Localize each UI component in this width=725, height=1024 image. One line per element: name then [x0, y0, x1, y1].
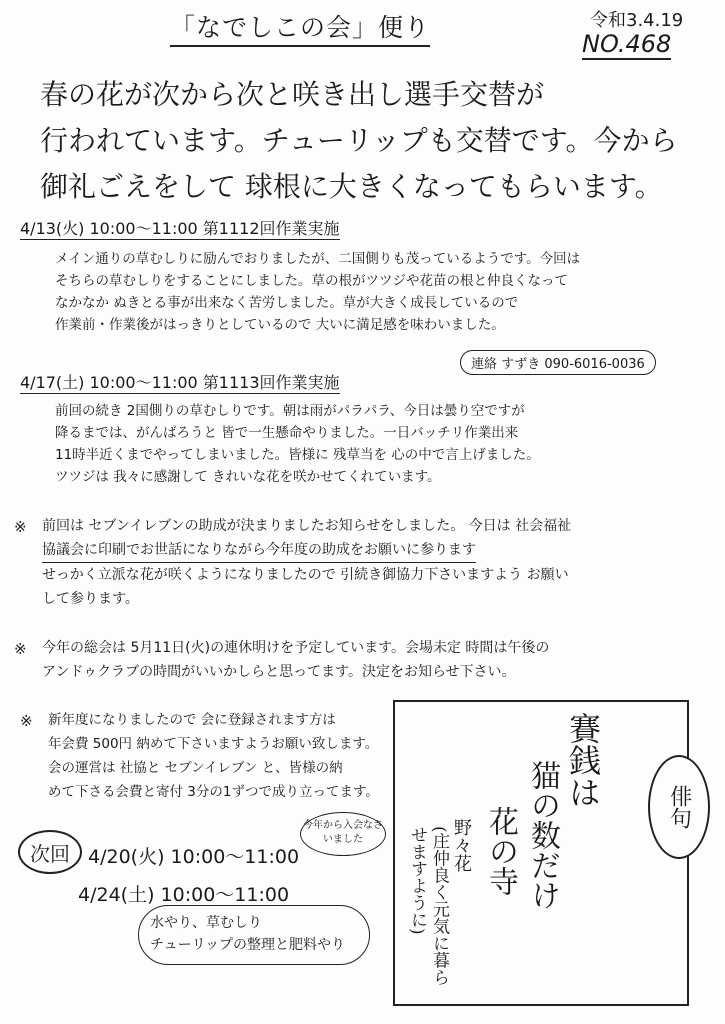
issue-number: NO.468: [582, 30, 672, 58]
note-2: [42, 636, 712, 684]
title-text: 「なでしこの会」便り: [170, 8, 430, 47]
lead-line: 御礼ごえをして 球根に大きくなってもらいます。: [40, 170, 663, 203]
note-line: 今年の総会は 5月11日(火)の連休明けを予定しています。会場未定 時間は午後の: [42, 640, 550, 656]
note-mark: ※: [20, 712, 33, 730]
body-line: 11時半近くまでやってしまいました。皆様に 残草当を 心の中で言上げました。: [55, 447, 540, 463]
section-2-body: [55, 400, 695, 488]
note-line: めて下さる会費と寄付 3分の1ずつで成り立ってます。: [48, 784, 379, 800]
note-line: 会の運営は 社協と セブンイレブン と、皆様の納: [48, 760, 343, 776]
section-1-body: [55, 248, 695, 336]
haiku-line: 賽銭は: [564, 712, 602, 808]
note-line: して参ります。: [42, 591, 139, 607]
body-line: 前回の続き 2国側りの草むしりです。朝は雨がパラパラ、今日は曇り空ですが: [55, 403, 525, 419]
section-heading: 4/17(土) 10:00～11:00 第1113回作業実施: [20, 373, 340, 392]
haiku-badge-text: 俳句: [666, 785, 692, 829]
section-heading: 4/13(火) 10:00～11:00 第1112回作業実施: [20, 219, 340, 238]
task-line: 水やり、草むしり: [150, 915, 262, 931]
contact-phone: 連絡 すずき 090-6016-0036: [460, 350, 656, 375]
note-3: [48, 708, 393, 804]
issue-date: 令和3.4.19: [590, 10, 684, 31]
section-2: [20, 370, 340, 393]
haiku-line: 花の寺: [483, 806, 518, 896]
schedule-line: 4/24(土) 10:00～11:00: [78, 884, 290, 906]
body-line: ツツジは 我々に感謝して きれいな花を咲かせてくれています。: [55, 469, 441, 485]
body-line: 作業前・作業後がはっきりとしているので 大いに満足感を味わいました。: [55, 317, 505, 333]
note-line: アンドゥクラブの時間がいいかしらと思ってます。決定をお知らせ下さい。: [42, 664, 516, 680]
note-line: 年会費 500円 納めて下さいますようお願い致します。: [48, 736, 379, 752]
body-line: 降るまでは、がんばろうと 皆で一生懸命やりました。一日バッチリ作業出来: [55, 425, 519, 441]
section-1: [20, 216, 340, 239]
body-line: なかなか ぬきとる事が出来なく苦労しました。草が大きく成長しているので: [55, 295, 519, 311]
lead-paragraph: [40, 72, 700, 210]
note-line: せっかく立派な花が咲くようになりましたので 引続き御協力下さいますよう お願い: [42, 567, 569, 583]
task-line: チューリップの整理と肥料やり: [150, 937, 346, 953]
body-line: メイン通りの草むしりに励んでおりましたが、二国側りも茂っているようです。今回は: [55, 251, 581, 267]
note-mark: ※: [14, 518, 27, 536]
note-1: [42, 514, 712, 611]
note-mark: ※: [14, 640, 27, 658]
haiku-badge: [648, 755, 710, 859]
haiku-author: 野々花: [451, 818, 472, 872]
schedule-line: 4/20(火) 10:00～11:00: [88, 846, 300, 868]
haiku-line: 猫の数だけ: [525, 760, 560, 910]
next-label: 次回: [18, 830, 82, 874]
body-line: そちらの草むしりをすることにしました。草の根がツツジや花苗の根と仲良くなって: [55, 273, 568, 289]
note-line: 新年度になりましたので 会に登録されます方は: [48, 712, 336, 728]
new-member-bubble: 今年から入会なさいました: [300, 812, 386, 856]
lead-line: 春の花が次から次と咲き出し選手交替が: [40, 78, 545, 111]
haiku-note: (庄仲良く元気に暮らせますように): [407, 826, 449, 986]
lead-line: 行われています。チューリップも交替です。今から: [40, 124, 678, 157]
note-line: 前回は セブンイレブンの助成が決まりましたお知らせをしました。 今日は 社会福祉: [42, 518, 572, 534]
newsletter-title: [170, 8, 430, 47]
note-line: 協議会に印刷でお世話になりながら今年度の助成をお願いに参ります: [42, 538, 476, 563]
